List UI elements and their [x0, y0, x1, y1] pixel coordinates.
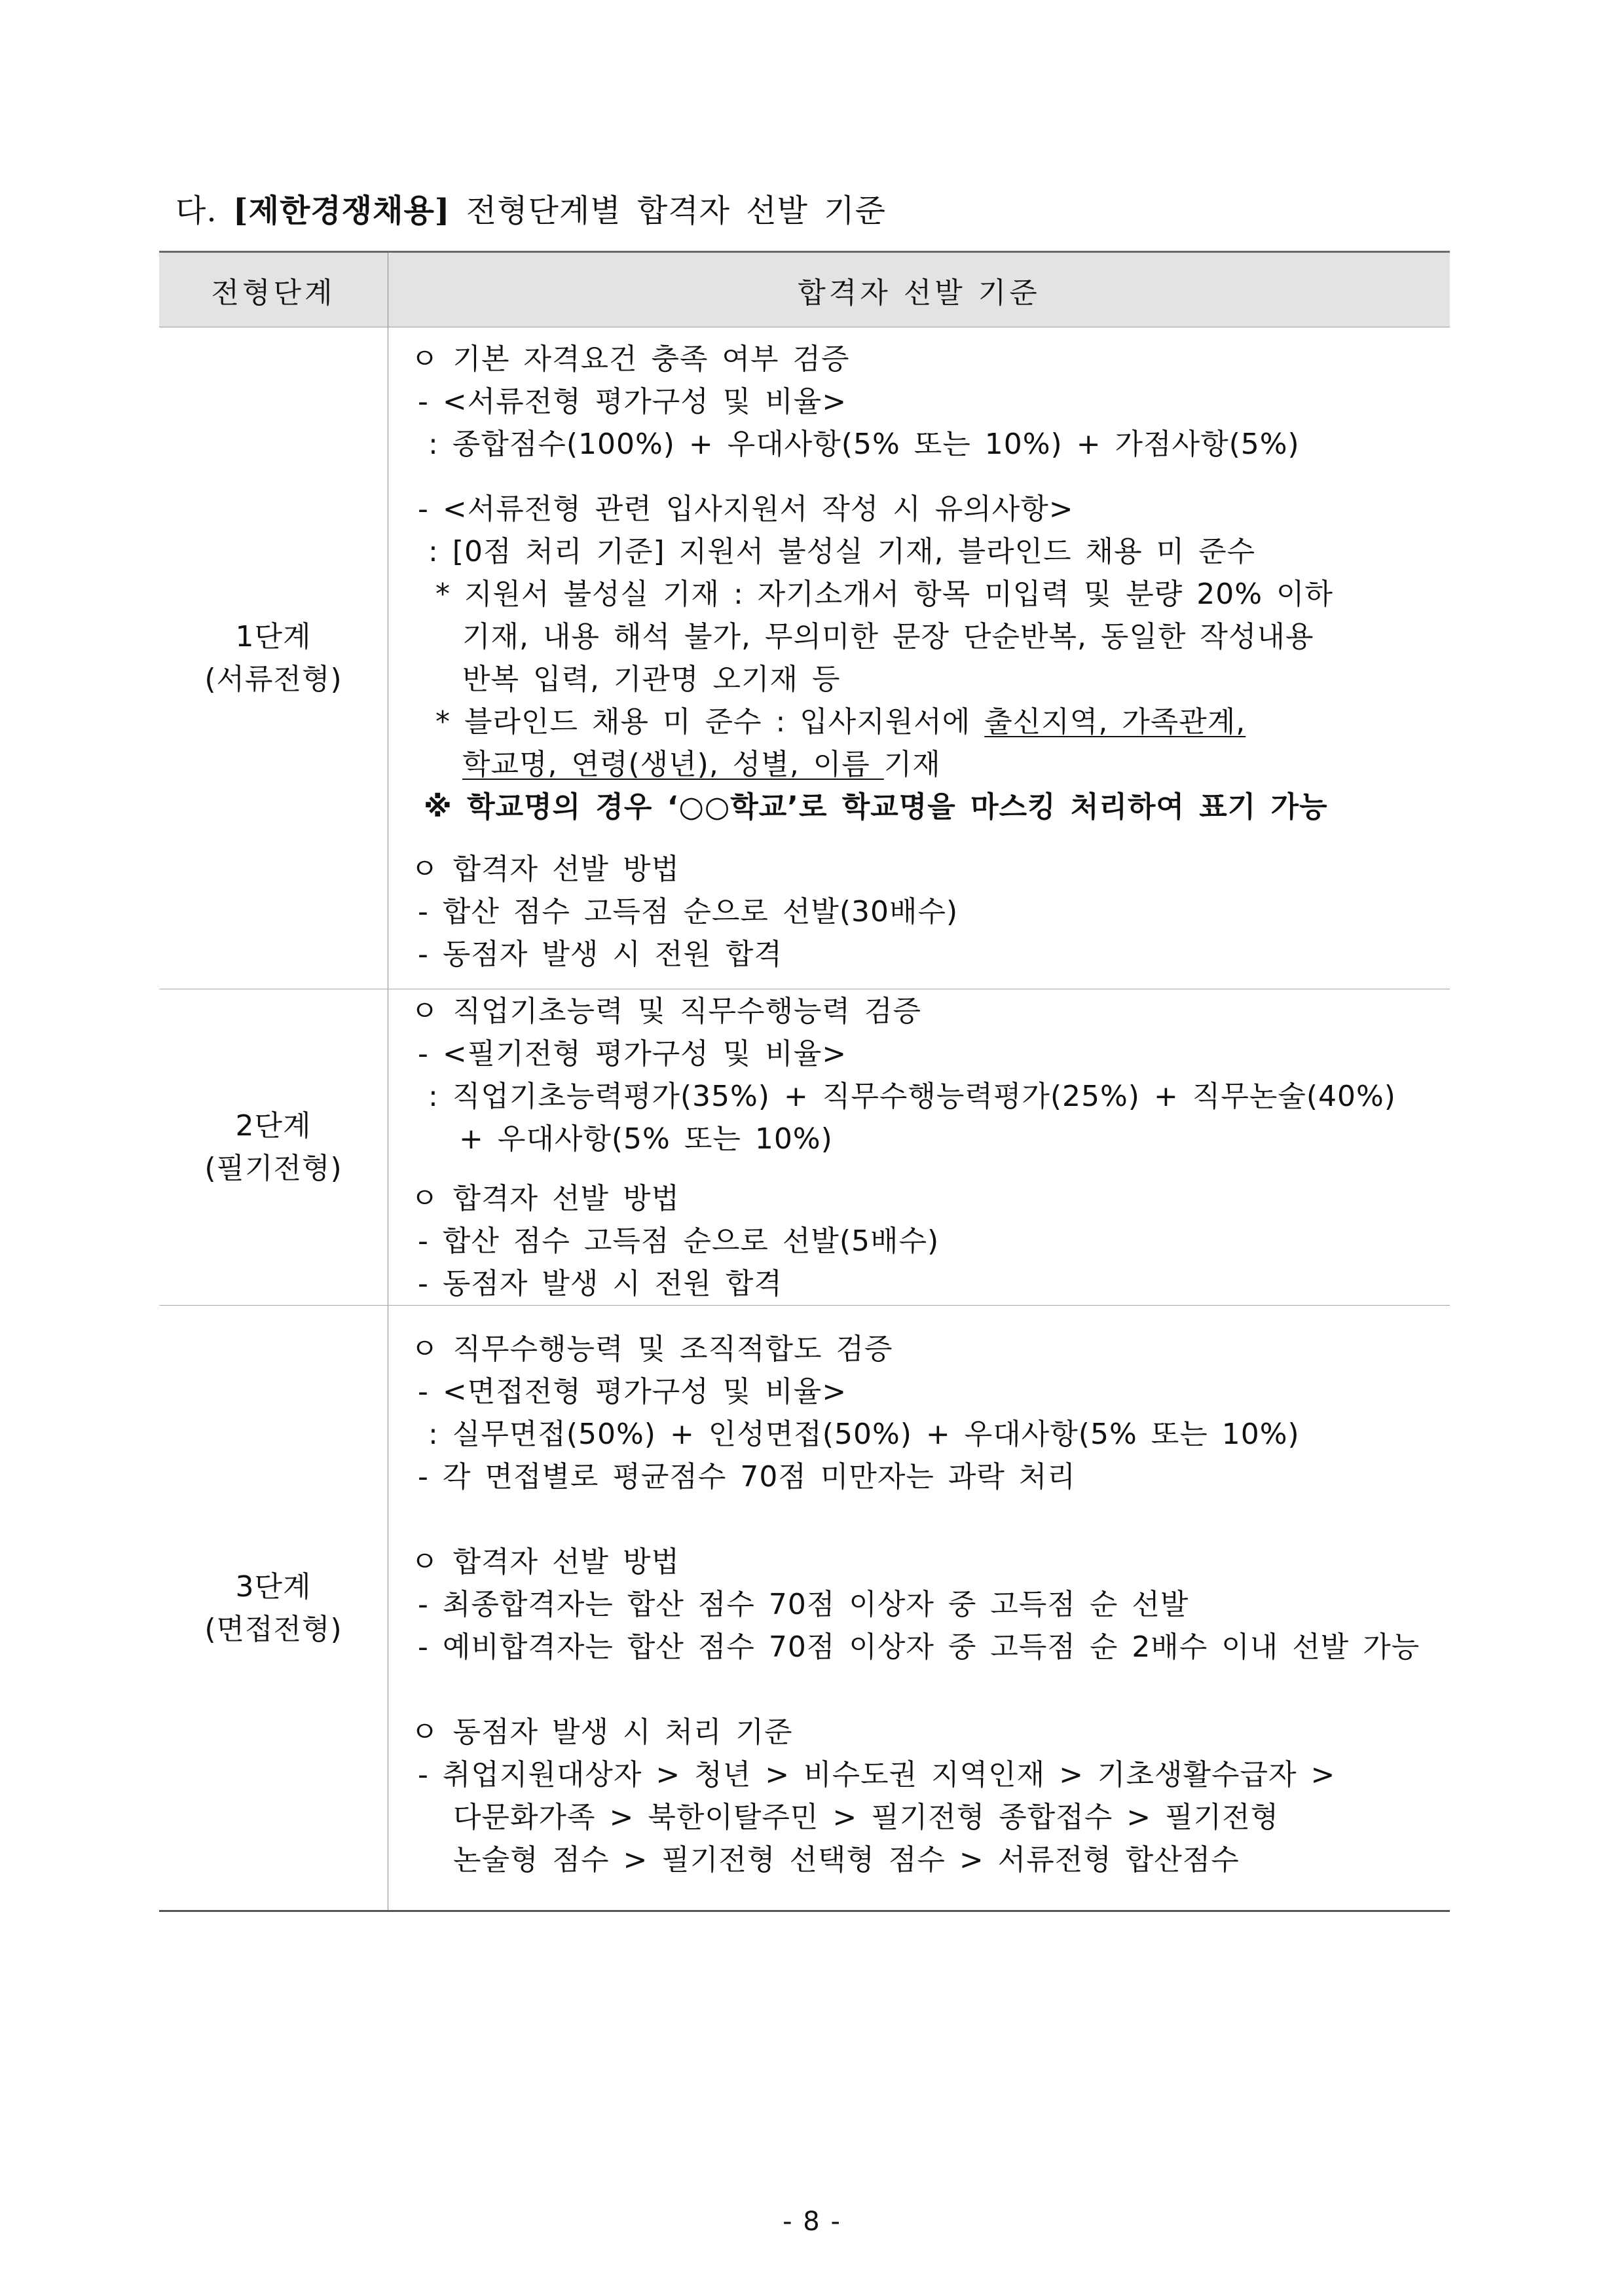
heading-suffix: 전형단계별 합격자 선발 기준	[450, 193, 886, 229]
criteria-cell	[388, 327, 1450, 989]
criteria-cell	[388, 989, 1450, 1305]
check-item-line: ㅇ 기본 자격요건 충족 여부 검증	[411, 342, 850, 376]
continuation-line: 다문화가족 > 북한이탈주민 > 필기전형 종합접수 > 필기전형	[453, 1801, 1280, 1834]
sub-item-line: - 취업지원대상자 > 청년 > 비수도권 지역인재 > 기초생활수급자 >	[418, 1758, 1336, 1791]
detail-line: : 실무면접(50%) + 인성면접(50%) + 우대사항(5% 또는 10%)	[428, 1418, 1300, 1451]
criteria-cell	[388, 1306, 1450, 1910]
sub-item-line: - 동점자 발생 시 전원 합격	[418, 1267, 783, 1300]
table-row-stage-3	[159, 1305, 1450, 1912]
sub-item-line: - 각 면접별로 평균점수 70점 미만자는 과락 처리	[418, 1460, 1076, 1494]
underlined-text: 출신지역, 가족관계,	[984, 705, 1246, 739]
stage-number: 2단계	[235, 1109, 312, 1143]
stage-cell	[159, 989, 388, 1305]
check-item-line: ㅇ 동점자 발생 시 처리 기준	[411, 1716, 793, 1749]
sub-item-line: - 합산 점수 고득점 순으로 선발(30배수)	[418, 895, 959, 928]
note-text: 기재	[883, 748, 941, 781]
note-line: * 지원서 불성실 기재 : 자기소개서 항목 미입력 및 분량 20% 이하	[435, 578, 1334, 611]
stage-cell	[159, 1306, 388, 1910]
page-number: - 8 -	[783, 2207, 841, 2237]
continuation-line: 반복 입력, 기관명 오기재 등	[462, 663, 841, 696]
stage-number: 3단계	[235, 1570, 312, 1604]
sub-item-line: - <서류전형 관련 입사지원서 작성 시 유의사항>	[418, 492, 1074, 526]
continuation-line: + 우대사항(5% 또는 10%)	[459, 1122, 833, 1156]
sub-item-line: - <서류전형 평가구성 및 비율>	[418, 385, 847, 418]
table-row-stage-1	[159, 327, 1450, 989]
check-item-line: ㅇ 합격자 선발 방법	[411, 1182, 680, 1215]
check-item-line: ㅇ 직무수행능력 및 조직적합도 검증	[411, 1332, 893, 1366]
remark-line: ※ 학교명의 경우 ‘○○학교’로 학교명을 마스킹 처리하여 표기 가능	[424, 790, 1328, 824]
table-row-stage-2	[159, 989, 1450, 1305]
selection-criteria-table	[159, 251, 1450, 1912]
heading-emphasis: [제한경쟁채용]	[232, 193, 451, 229]
sub-item-line: - 예비합격자는 합산 점수 70점 이상자 중 고득점 순 2배수 이내 선발 가능	[418, 1630, 1420, 1664]
stage-type: (필기전형)	[204, 1152, 342, 1185]
check-item-line: ㅇ 직업기초능력 및 직무수행능력 검증	[411, 995, 922, 1028]
stage-cell	[159, 327, 388, 989]
heading-prefix: 다.	[175, 193, 233, 229]
continuation-line	[388, 743, 1450, 786]
check-item-line: ㅇ 합격자 선발 방법	[411, 1545, 680, 1579]
table-header-row	[159, 251, 1450, 327]
section-heading	[175, 191, 886, 230]
sub-item-line: - 최종합격자는 합산 점수 70점 이상자 중 고득점 순 선발	[418, 1588, 1189, 1621]
header-stage: 전형단계	[159, 253, 388, 327]
header-criteria: 합격자 선발 기준	[798, 276, 1041, 310]
stage-number: 1단계	[235, 620, 312, 653]
continuation-line: 기재, 내용 해석 불가, 무의미한 문장 단순반복, 동일한 작성내용	[462, 620, 1314, 653]
stage-type: (서류전형)	[204, 663, 342, 696]
underlined-text: 학교명, 연령(생년), 성별, 이름	[462, 748, 884, 781]
continuation-line: 논술형 점수 > 필기전형 선택형 점수 > 서류전형 합산점수	[453, 1843, 1240, 1877]
note-text: * 블라인드 채용 미 준수 : 입사지원서에	[435, 705, 985, 739]
note-line	[388, 701, 1450, 743]
sub-item-line: - 동점자 발생 시 전원 합격	[418, 938, 783, 971]
detail-line: : 직업기초능력평가(35%) + 직무수행능력평가(25%) + 직무논술(40%)	[428, 1080, 1396, 1113]
sub-item-line: - <필기전형 평가구성 및 비율>	[418, 1037, 847, 1071]
stage-type: (면접전형)	[204, 1612, 342, 1646]
sub-item-line: - 합산 점수 고득점 순으로 선발(5배수)	[418, 1224, 940, 1258]
detail-line: : 종합점수(100%) + 우대사항(5% 또는 10%) + 가점사항(5%)	[428, 428, 1300, 461]
sub-item-line: - <면접전형 평가구성 및 비율>	[418, 1375, 847, 1408]
check-item-line: ㅇ 합격자 선발 방법	[411, 853, 680, 886]
detail-line: : [0점 처리 기준] 지원서 불성실 기재, 블라인드 채용 미 준수	[428, 535, 1256, 568]
